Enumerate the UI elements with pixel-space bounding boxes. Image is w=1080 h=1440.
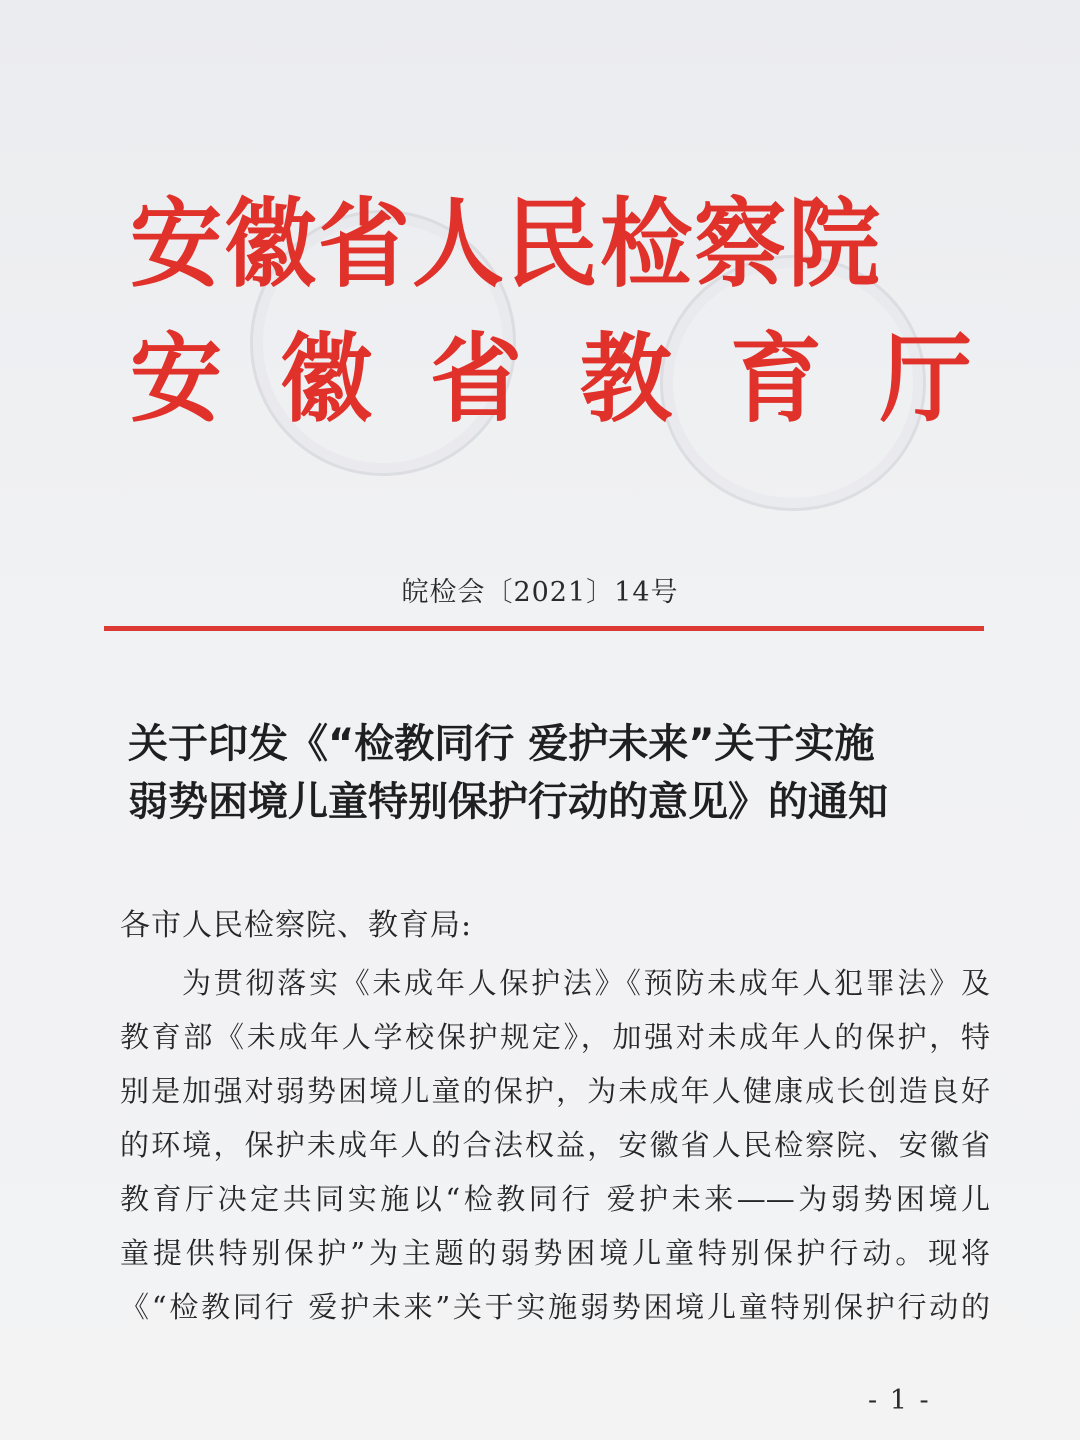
body-line: 为贯彻落实《未成年人保护法》《预防未成年人犯罪法》及 xyxy=(182,966,990,1000)
page-number: - 1 - xyxy=(868,1385,931,1416)
issuer-procuratorate: 安徽省人民检察院 xyxy=(130,188,883,301)
body-paragraph xyxy=(120,956,990,1334)
document-number: 皖检会〔2021〕14号 xyxy=(401,577,679,608)
body-line: 教育厅决定共同实施以“检教同行 爱护未来——为弱势困境儿 xyxy=(120,1182,990,1216)
document-title xyxy=(128,715,988,831)
red-divider-line xyxy=(104,626,984,631)
body-line: 教育部《未成年人学校保护规定》，加强对未成年人的保护，特 xyxy=(120,1020,990,1054)
body-line: 别是加强对弱势困境儿童的保护，为未成年人健康成长创造良好 xyxy=(120,1074,990,1108)
body-line: 的环境，保护未成年人的合法权益，安徽省人民检察院、安徽省 xyxy=(120,1128,990,1162)
salutation: 各市人民检察院、教育局: xyxy=(120,908,473,943)
title-line-2: 弱势困境儿童特别保护行动的意见》的通知 xyxy=(128,779,888,825)
body-line: 《“检教同行 爱护未来”关于实施弱势困境儿童特别保护行动的 xyxy=(120,1290,990,1324)
issuer-education-department: 安徽省教育厅 xyxy=(130,323,1031,436)
body-line: 童提供特别保护”为主题的弱势困境儿童特别保护行动。现将 xyxy=(120,1236,990,1270)
title-line-1: 关于印发《“检教同行 爱护未来”关于实施 xyxy=(128,721,875,767)
